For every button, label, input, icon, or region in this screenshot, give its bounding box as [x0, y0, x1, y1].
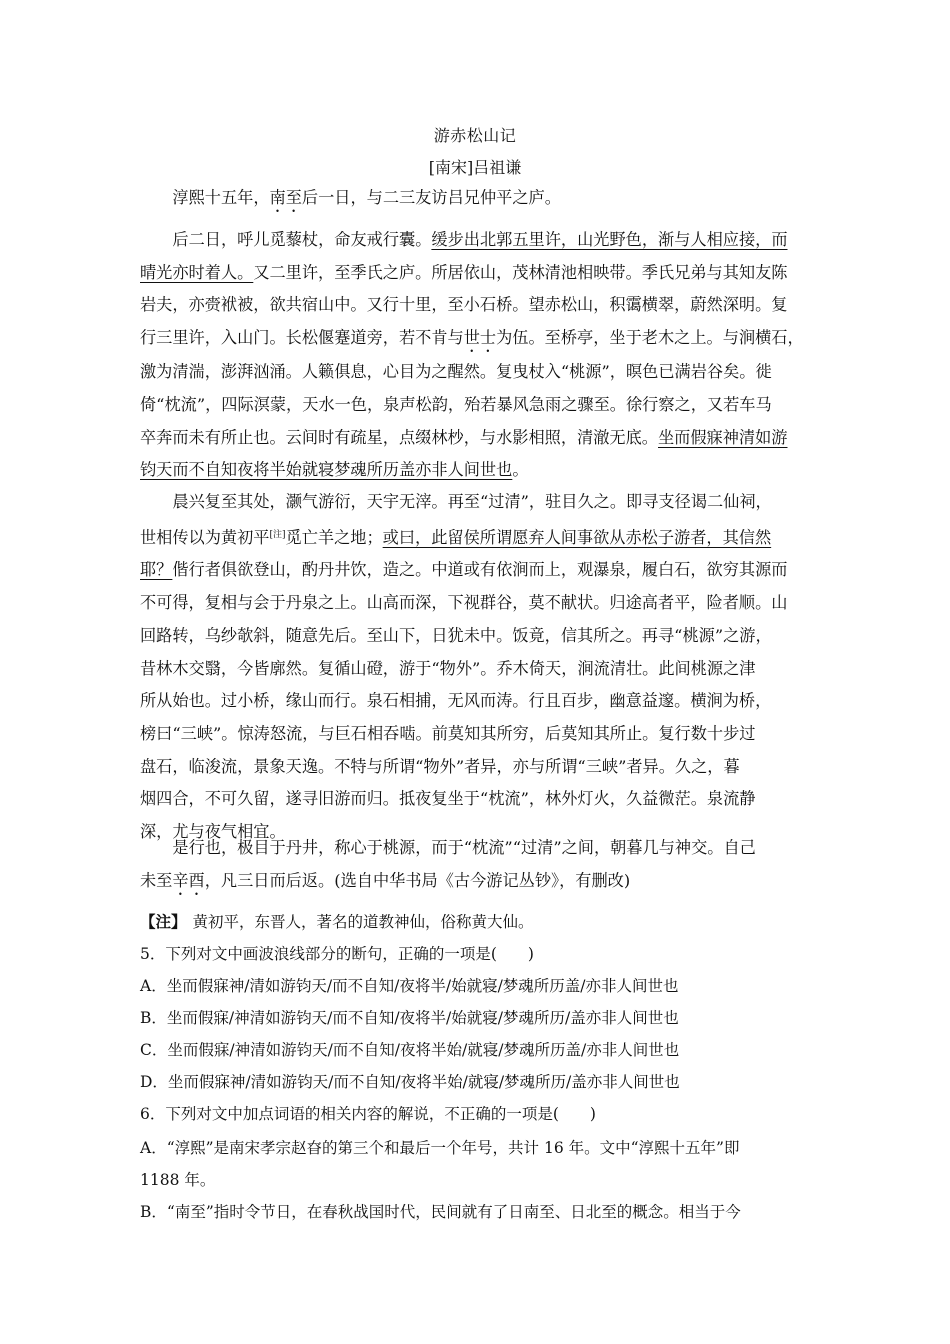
paragraph-2 [140, 224, 816, 487]
p2-line7-text: 卒奔而未有所止也。云间时有疏星，点缀林杪，与水影相照，清澈无底。 [140, 427, 658, 447]
note-label: 【注】 [140, 912, 187, 931]
paragraph-3 [140, 486, 816, 849]
p3-line11: 深，尤与夜气相宜。 [140, 822, 286, 842]
question-6-option-a[interactable]: A．“淳熙”是南宋孝宗赵昚的第三个和最后一个年号，共计 16 年。文中“淳熙十五年”即 [140, 1139, 740, 1157]
essay-title: 游赤松山记 [433, 126, 517, 145]
p2-line6: 倚“枕流”，四际溟蒙，天水一色，泉声松韵，殆若暴风急雨之骤至。徐行察之，又若车马 [140, 394, 772, 414]
p2-line1-text: 后二日，呼儿觅藜杖，命友戒行囊。 [172, 230, 432, 249]
p4-dotted-term: 辛酉 [172, 870, 205, 890]
p2-line2-text: 又二里许，至季氏之庐。所居依山，茂林清池相映带。季氏兄弟与其知友陈 [253, 262, 788, 282]
p2-line8-period: 。 [512, 460, 529, 480]
p1-text-end: 后一日，与二三友访吕兄仲平之庐。 [301, 188, 561, 207]
question-5-option-d[interactable]: D．坐而假寐神/清如游钧天/而不自知/夜将半始/就寝/梦魂所历/盖亦非人间世也 [140, 1073, 680, 1091]
p3-line10: 烟四合，不可久留，遂寻旧游而归。抵夜复坐于“枕流”，林外灯火，久益微茫。泉流静 [140, 789, 756, 809]
p1-text-start: 淳熙十五年， [172, 188, 270, 207]
essay-author: [南宋]吕祖谦 [428, 158, 522, 177]
p3-line8: 榜曰“三峡”。惊涛怒流，与巨石相吞啮。前莫知其所穷，后莫知其所止。复行数十步过 [140, 723, 756, 743]
p3-line3-text: 偕行者俱欲登山，酌丹井饮，造之。中道或有依涧而上，观瀑泉，履白石，欲穷其源而 [172, 560, 788, 580]
p3-underlined-sentence: 或曰，此留侯所谓愿弃人间事欲从赤松子游者，其信然 [382, 527, 772, 547]
p2-line4-text-end: 为伍。至桥亭，坐于老木之上。与涧横石， [496, 328, 804, 348]
p2-wavy-underline-end: 钧天而不自知夜将半始就寝梦魂所历盖亦非人间世也 [140, 460, 513, 480]
p2-wavy-underline-start: 坐而假寐神清如游 [658, 427, 788, 447]
question-6-stem: 6．下列对文中加点词语的相关内容的解说，不正确的一项是( ) [140, 1105, 596, 1123]
p4-line2-source: ，凡三日而后返。(选自中华书局《古今游记丛钞》，有删改) [204, 870, 631, 890]
p2-line3: 岩夫，亦赍袱被，欲共宿山中。又行十里，至小石桥。望赤松山，积霭横翠，蔚然深明。复 [140, 295, 788, 315]
question-5-option-a[interactable]: A．坐而假寐神/清如游钧天/而不自知/夜将半/始就寝/梦魂所历盖/亦非人间世也 [140, 977, 679, 995]
p3-line7: 所从始也。过小桥，缘山而行。泉石相捕，无风而涛。行且百步，幽意益邃。横涧为桥， [140, 691, 772, 711]
question-5-option-b[interactable]: B．坐而假寐/神清如游钧天/而不自知/夜将半/始就寝/梦魂所历/盖亦非人间世也 [140, 1009, 679, 1027]
p3-line1: 晨兴复至其处，灏气游衍，天宇无滓。再至“过清”，驻目久之。即寻支径谒二仙祠， [172, 492, 772, 511]
p4-line2-text: 未至 [140, 870, 173, 890]
annotation-note [140, 906, 830, 938]
paragraph-4 [140, 832, 816, 899]
p3-line9: 盘石，临浚流，景象天逸。不特与所谓“物外”者异，亦与所谓“三峡”者异。久之，暮 [140, 756, 740, 776]
p2-line5: 激为清湍，澎湃汹涌。人籁俱息，心目为之醒然。复曳杖入“桃源”，暝色已满岩谷矣。徙 [140, 362, 772, 382]
note-text: 黄初平，东晋人，著名的道教神仙，俗称黄大仙。 [192, 913, 534, 931]
paragraph-1 [140, 182, 816, 216]
p4-line1: 是行也，极目于丹井，称心于桃源，而于“枕流”“过清”之间，朝暮几与神交。自己 [172, 838, 756, 857]
p3-line5: 回路转，乌纱欹斜，随意先后。至山下，日犹未中。饭竟，信其所之。再寻“桃源”之游， [140, 625, 772, 645]
p3-line4: 不可得，复相与会于丹泉之上。山高而深，下视群谷，莫不献状。归途高者平，险者顺。山 [140, 593, 788, 613]
question-5-stem: 5．下列对文中画波浪线部分的断句，正确的一项是( ) [140, 945, 534, 963]
p3-line2-text: 世相传以为黄初平 [140, 527, 270, 547]
p2-underlined-sentence-end: 晴光亦时着人。 [140, 262, 254, 282]
p3-underlined-sentence-end: 耶？ [140, 560, 173, 580]
p2-dotted-term: 世士 [463, 328, 497, 348]
p3-line2-text-mid: 觅亡羊之地； [285, 527, 383, 547]
p2-underlined-sentence: 缓步出北郭五里许，山光野色，渐与人相应接，而 [431, 230, 788, 249]
p2-line4-text: 行三里许，入山门。长松偃蹇道旁，若不肯与 [140, 328, 464, 348]
question-6-option-a-cont: 1188 年。 [140, 1171, 216, 1189]
p3-line6: 昔林木交翳，今皆廓然。复循山磴，游于“物外”。乔木倚天，涧流清壮。此间桃源之津 [140, 658, 756, 678]
question-6-option-b[interactable]: B．“南至”指时令节日，在春秋战国时代，民间就有了日南至、日北至的概念。相当于今 [140, 1203, 741, 1221]
question-5-option-c[interactable]: C．坐而假寐/神清如游钧天/而不自知/夜将半始/就寝/梦魂所历盖/亦非人间世也 [140, 1041, 680, 1059]
p1-dotted-term: 南至 [269, 188, 302, 207]
p3-note-marker: [注] [269, 529, 286, 540]
